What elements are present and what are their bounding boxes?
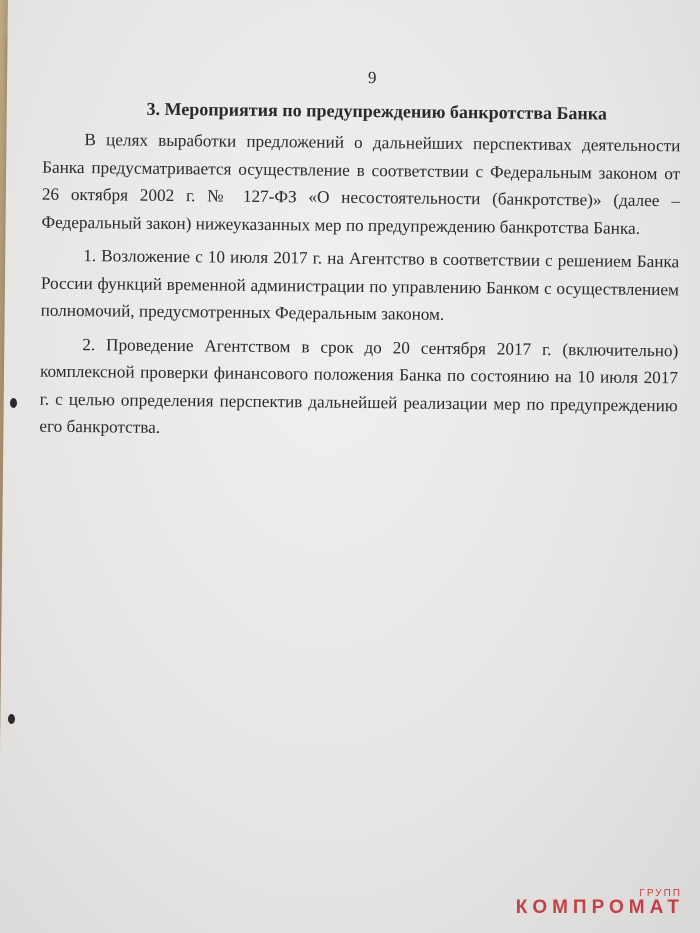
page-number: 9	[367, 68, 377, 88]
section-title: 3. Мероприятия по предупреждению банкротства Банка	[146, 98, 608, 124]
document-content	[39, 61, 681, 453]
paragraph-item-1: 1. Возложение с 10 июля 2017 г. на Агентство в соответствии с решением Банка России функций временной администрации по управлению Банком с осуществлением полномочий, предусмотренных Федеральным законом.	[40, 246, 680, 324]
paragraph-item-2: 2. Проведение Агентством в срок до 20 сентября 2017 г. (включительно) комплексной проверки финансового положения Банка по состоянию на 10 июля 2017 г. с целью определения перспектив дальнейшей реализации мер по предупреждению его банкротства.	[39, 334, 679, 437]
binder-hole-bottom	[8, 714, 15, 724]
watermark-brand: КОМПРОМАТ	[515, 897, 684, 918]
binder-hole-top	[10, 398, 17, 408]
watermark-sub: ГРУПП	[639, 888, 682, 899]
paragraph-intro: В целях выработки предложений о дальнейших перспективах деятельности Банка предусматривается осуществление в соответствии с Федеральным законом от 26 октября 2002 г. № 127-ФЗ «О несостоятельности (банкротстве)» (далее – Федеральный закон) нижеуказанных мер по предупреждению банкротства Банка.	[41, 130, 681, 238]
